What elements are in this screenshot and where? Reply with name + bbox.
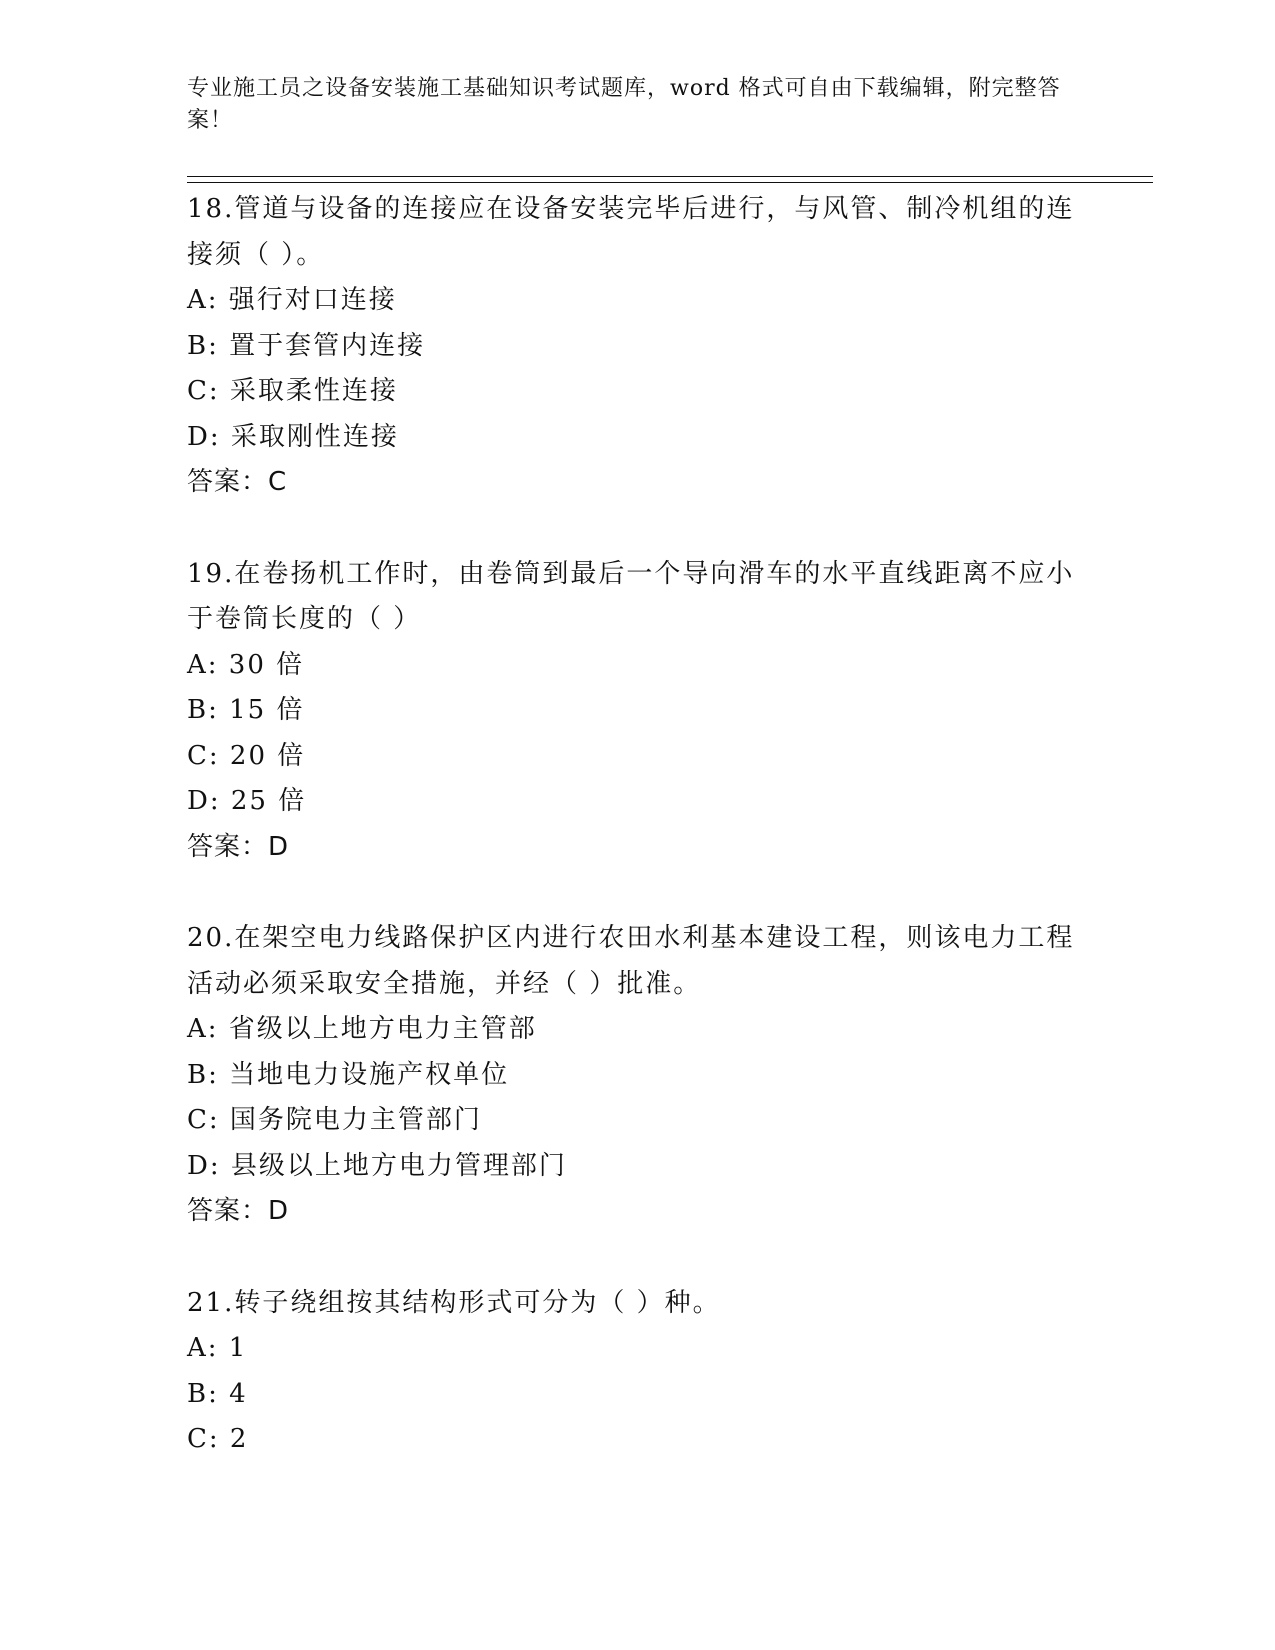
- option-c: C: 国务院电力主管部门: [187, 1105, 482, 1135]
- question-stem: 21.转子绕组按其结构形式可分为（ ）种。: [187, 1287, 721, 1318]
- question-stem: 20.在架空电力线路保护区内进行农田水利基本建设工程，则该电力工程活动必须采取安全措施，并经（ ）批准。: [187, 923, 1075, 999]
- document-header: 专业施工员之设备安装施工基础知识考试题库，word 格式可自由下载编辑，附完整答案！: [187, 76, 1061, 133]
- question-stem: 19.在卷扬机工作时，由卷筒到最后一个导向滑车的水平直线距离不应小于卷筒长度的（ ）: [187, 558, 1075, 634]
- option-a: A: 省级以上地方电力主管部: [187, 1014, 537, 1044]
- option-d: D: 采取刚性连接: [187, 421, 399, 452]
- answer-line: 答案：C: [187, 467, 288, 497]
- question-18: [187, 187, 1077, 506]
- option-d: D: 25 倍: [187, 786, 307, 816]
- question-list: [187, 187, 1077, 1509]
- option-b: B: 4: [187, 1378, 248, 1409]
- option-c: C: 采取柔性连接: [187, 376, 398, 406]
- option-b: B: 置于套管内连接: [187, 330, 426, 361]
- answer-line: 答案：D: [187, 831, 290, 862]
- option-a: A: 强行对口连接: [187, 285, 397, 315]
- option-b: B: 当地电力设施产权单位: [187, 1059, 510, 1090]
- answer-line: 答案：D: [187, 1196, 290, 1226]
- option-d: D: 县级以上地方电力管理部门: [187, 1150, 567, 1181]
- option-c: C: 2: [187, 1424, 249, 1454]
- option-a: A: 30 倍: [187, 649, 305, 680]
- question-19: [187, 552, 1077, 871]
- option-c: C: 20 倍: [187, 740, 306, 771]
- option-b: B: 15 倍: [187, 695, 305, 725]
- question-20: [187, 916, 1077, 1235]
- question-21: [187, 1281, 1077, 1463]
- question-stem: 18.管道与设备的连接应在设备安装完毕后进行，与风管、制冷机组的连接须（ ）。: [187, 194, 1075, 270]
- header-divider: [187, 176, 1153, 183]
- option-a: A: 1: [187, 1333, 248, 1363]
